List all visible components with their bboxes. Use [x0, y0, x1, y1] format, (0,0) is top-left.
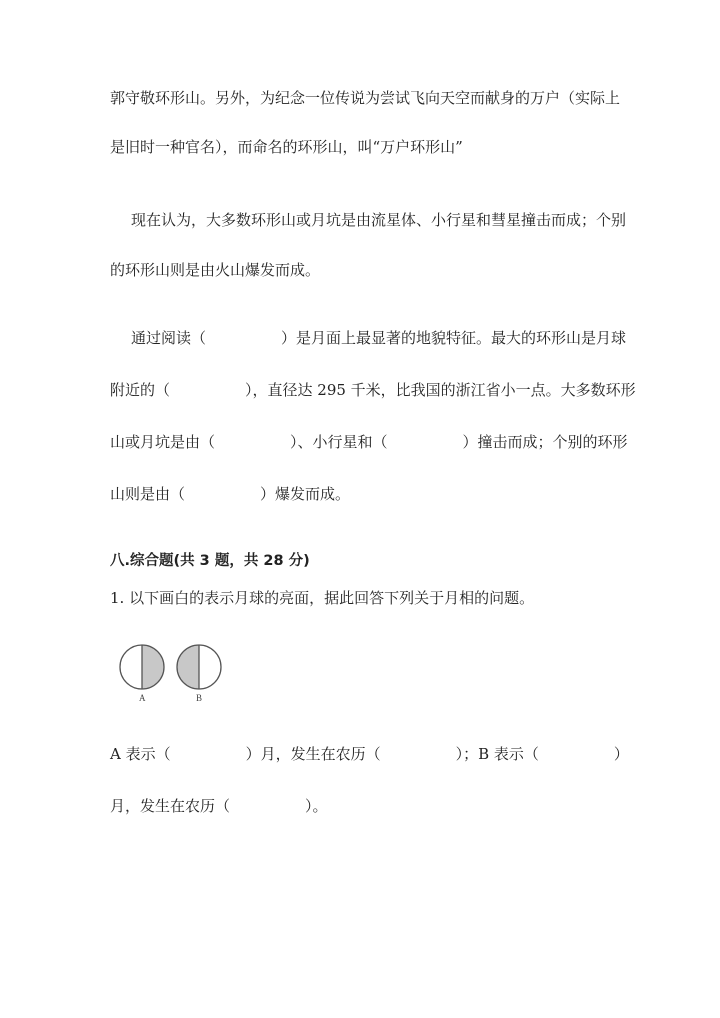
passage-line-3: 现在认为，大多数环形山或月坑是由流星体、小行星和彗星撞击而成；个别: [131, 211, 627, 229]
moon-a-label: A: [139, 693, 146, 703]
answer-line-2: 月，发生在农历（ ）。: [110, 797, 328, 815]
answer-line-1: A 表示（ ）月，发生在农历（ ）；B 表示（ ）: [110, 745, 629, 763]
question-1: 1. 以下画白的表示月球的亮面，据此回答下列关于月相的问题。: [110, 589, 535, 607]
moon-b-shaded-half: [177, 645, 199, 689]
moon-b-label: B: [196, 693, 203, 703]
summary-line-3: 山或月坑是由（ ）、小行星和（ ）撞击而成；个别的环形: [110, 433, 628, 451]
moon-a-shaded-half: [142, 645, 164, 689]
summary-line-4: 山则是由（ ）爆发而成。: [110, 485, 351, 503]
passage-line-2: 是旧时一种官名），而命名的环形山，叫“万户环形山”: [110, 138, 463, 156]
passage-line-1: 郭守敬环形山。另外，为纪念一位传说为尝试飞向天空而献身的万户（实际上: [110, 89, 621, 107]
moon-phase-figure: [118, 642, 228, 706]
section-heading: 八.综合题(共 3 题，共 28 分): [110, 553, 310, 569]
summary-line-1: 通过阅读（ ）是月面上最显著的地貌特征。最大的环形山是月球: [131, 329, 627, 347]
summary-line-2: 附近的（ ），直径达 295 千米，比我国的浙江省小一点。大多数环形: [110, 381, 636, 399]
moon-a: [120, 645, 164, 703]
passage-line-4: 的环形山则是由火山爆发而成。: [110, 261, 321, 279]
moon-b: [177, 645, 221, 703]
